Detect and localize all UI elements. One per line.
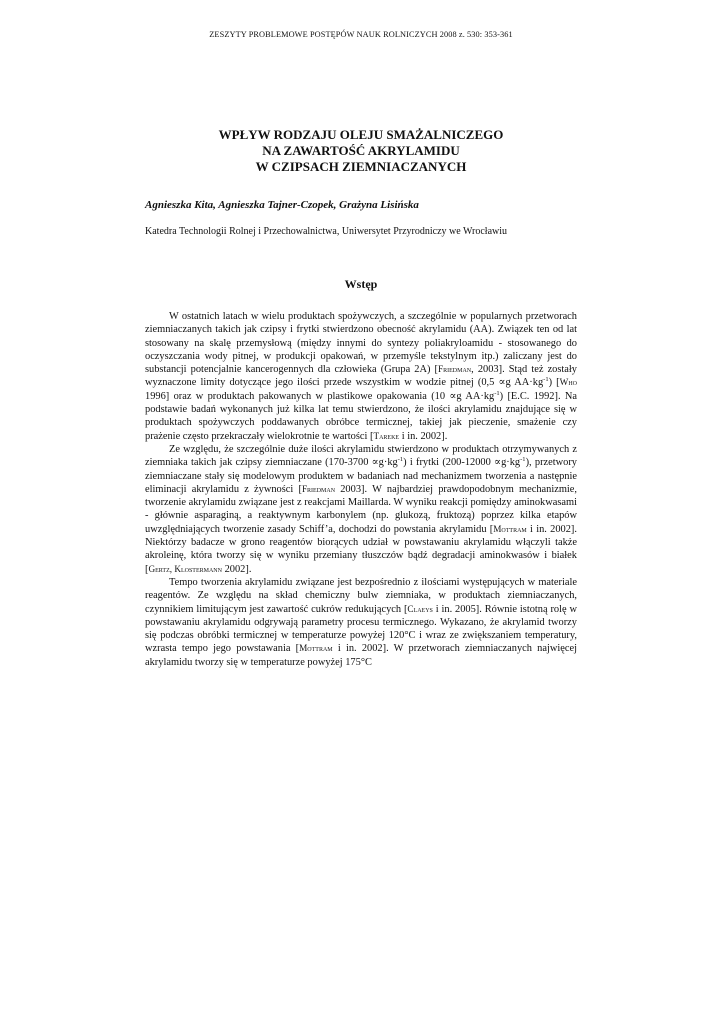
text-run: i in. 2002]. Niektórzy badacze w grono reagentów biorących udział w powstawaniu akrylamidu włączyli także akroleinę, która tworzy się w wyniku przemiany tłuszczów bądź degradacji aminokwasów i białek [ [145,523,577,575]
text-run: ) [E.C. 1992]. Na podstawie badań wykonanych już kilka lat temu stwierdzono, że ilości akrylamidu znajdujące się w produktach spożywczych poddawanych obróbce termicznej, takiej jak pieczenie, smażenie czy prażenie często przekraczały wielokrotnie te wartości [ [145,390,577,442]
title-line: WPŁYW RODZAJU OLEJU SMAŻALNICZEGO [218,127,504,142]
title-line: W CZIPSACH ZIEMNIACZANYCH [255,159,467,174]
citation: Friedman [301,483,336,494]
authors: Agnieszka Kita, Agnieszka Tajner-Czopek, Grażyna Lisińska [145,199,419,211]
paragraph [145,576,577,669]
citation: Friedman [438,364,472,375]
citation: Mottram [299,643,333,654]
text-run: Ze względu, że szczególnie duże ilości akrylamidu stwierdzono w produktach otrzymywanych z ziemniaka takich jak czipsy ziemniaczane (170-3700 ∝g·kg [145,443,577,469]
text-run: ) [ [548,377,560,389]
page [145,30,577,669]
citation: Gertz, Klostermann [148,563,222,574]
title-line: NA ZAWARTOŚĆ AKRYLAMIDU [262,143,460,158]
running-head: ZESZYTY PROBLEMOWE POSTĘPÓW NAUK ROLNICZYCH 2008 z. 530: 353-361 [209,30,513,39]
superscript: -1 [494,389,500,397]
section-heading: Wstęp [344,277,378,291]
citation: Who [559,377,577,388]
text-run: i in. 2005]. Równie istotną rolę w powstawaniu akrylamidu odgrywają parametry procesu termicznego. Wykazano, że akrylamid tworzy się podczas obróbki termicznej w temperaturze powyżej 120°C i wraz ze zwiększaniem temperatury, wzrasta tempo jego powstawania [ [145,603,577,655]
affiliation: Katedra Technologii Rolnej i Przechowalnictwa, Uniwersytet Przyrodniczy we Wrocławiu [145,226,508,237]
superscript: -1 [543,376,549,384]
paragraph [145,443,577,576]
text-run: ), przetwory ziemniaczane stały się modelowym produktem w badaniach nad mechanizmem tworzenia a następnie eliminacji akrylamidu z żywności [ [145,457,577,495]
body-text [145,310,577,669]
text-run: W ostatnich latach w wielu produktach spożywczych, a szczególnie w popularnych przetworach ziemniaczanych takich jak czipsy i frytki stwierdzono obecność akrylamidu (AA). Związek ten od lat stosowany na skalę przemysłową (między innymi do syntezy poliakryloamidu - stosowanego do oczyszczania wody pitnej, w produkcji opakowań, w przemyśle tekstylnym itp.) zaliczany jest do substancji potencjalnie kancerogennych dla człowieka (Grupa 2A) [ [145,311,577,376]
superscript: -1 [520,456,526,464]
text-run: , 2003]. Stąd też zostały wyznaczone limity dotyczące jego ilości przede wszystkim w wodzie pitnej (0,5 ∝g AA·kg [145,364,577,389]
citation: Claeys [407,603,433,614]
text-run: 2003]. W najbardziej prawdopodobnym mechanizmie, tworzenie akrylamidu związane jest z reakcjami Maillarda. W wyniku reakcji pomiędzy aminokwasami - głównie asparaginą, a reaktywnym karbonylem (np. glukozą, fruktozą) poprzez kilka etapów uwzględniających tworzenie zasady Schiff’a, dochodzi do powstania akrylamidu [ [145,483,577,535]
text-run: 1996] oraz w produktach pakowanych w plastikowe opakowania (10 ∝g AA·kg [145,390,495,402]
text-run: ) i frytki (200-12000 ∝g·kg [403,457,521,469]
text-run: 2002]. [221,563,252,575]
citation: Mottram [493,523,527,534]
paragraph [145,310,577,443]
superscript: -1 [397,456,404,464]
text-run: i in. 2002]. [399,430,448,442]
citation: Tareke [373,430,400,441]
article-title [145,127,577,175]
text-run: i in. 2002]. W przetworach ziemniaczanych najwięcej akrylamidu tworzy się w temperaturze powyżej 175°C [145,643,577,668]
text-run: Tempo tworzenia akrylamidu związane jest bezpośrednio z ilościami występujących w materiale reagentów. Ze względu na skład chemiczny bulw ziemniaka, w produktach ziemniaczanych, czynnikiem limitującym jest zawartość cukrów redukujących [ [145,576,577,615]
